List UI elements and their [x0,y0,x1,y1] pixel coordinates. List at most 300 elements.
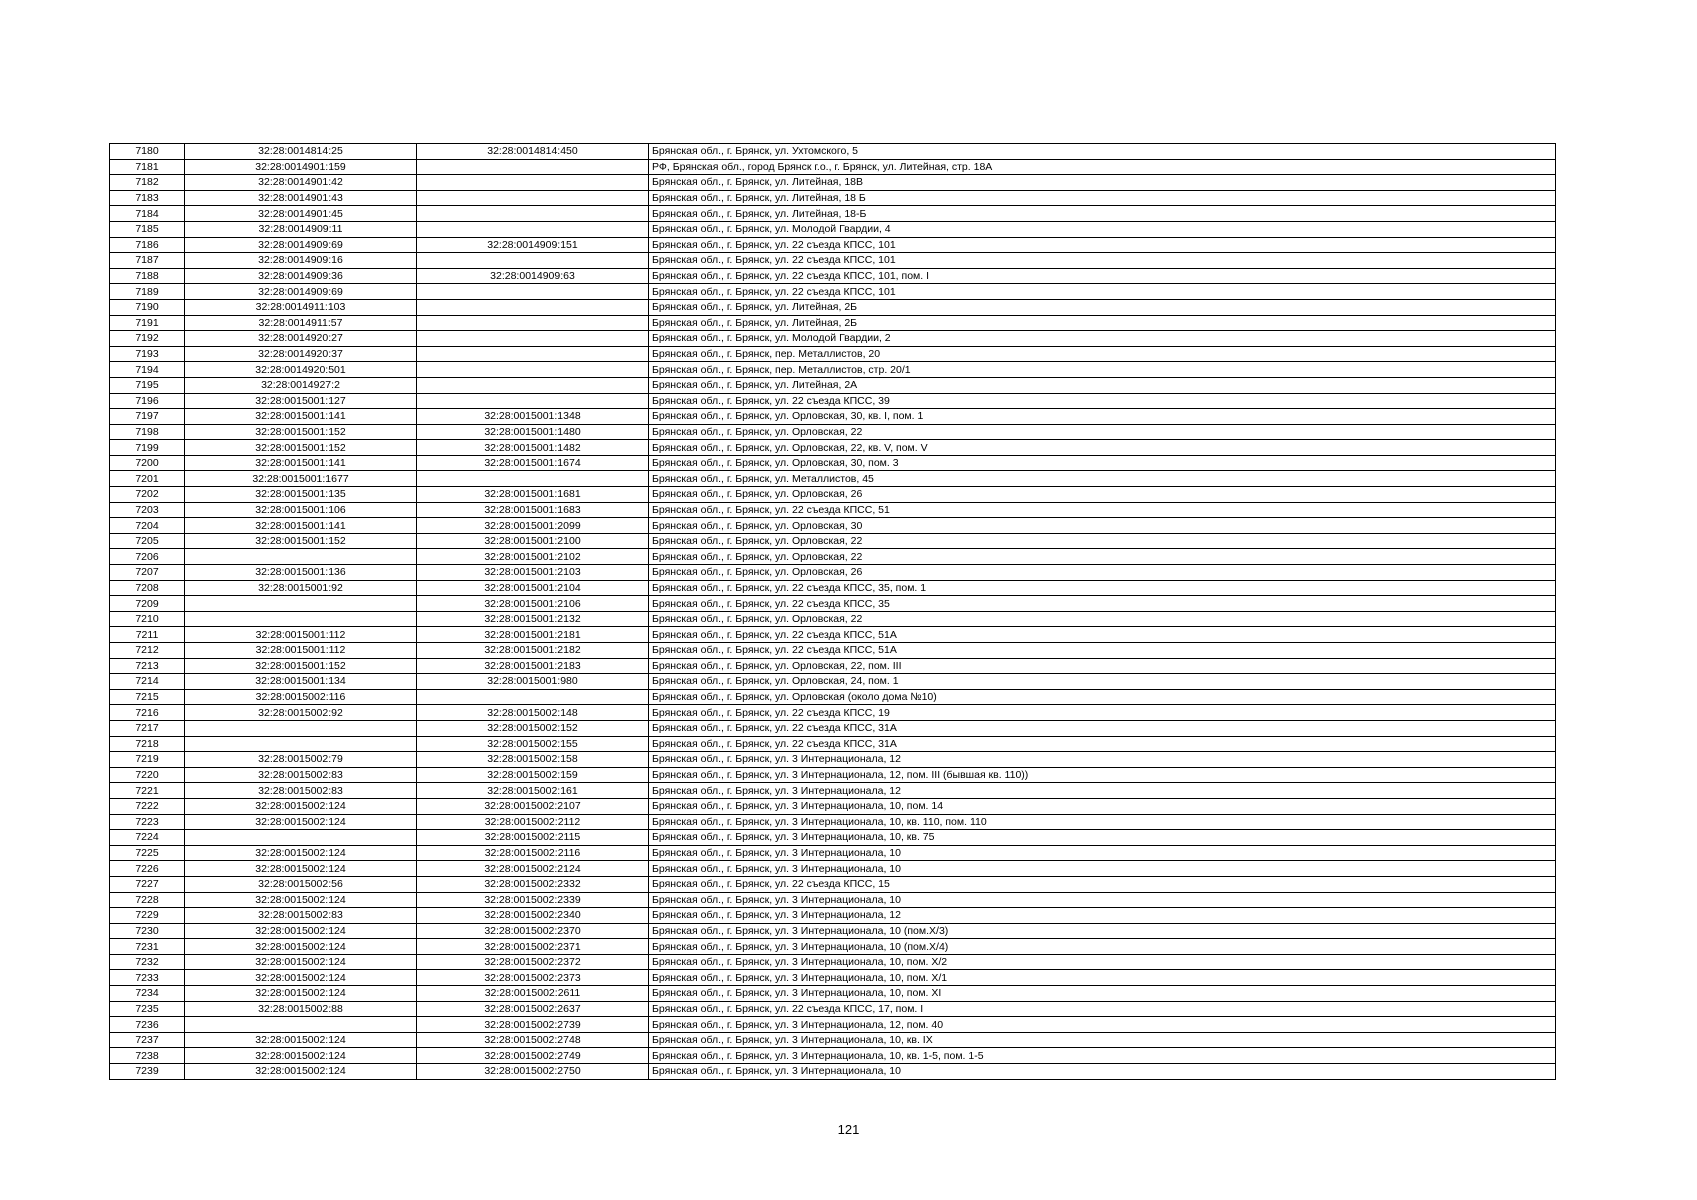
address-cell: Брянская обл., г. Брянск, ул. Литейная, 2А [649,377,1556,393]
address-cell: Брянская обл., г. Брянск, ул. Орловская, 26 [649,565,1556,581]
object-number-cell: 32:28:0015002:2373 [417,970,649,986]
parcel-number-cell: 32:28:0015002:124 [185,986,417,1002]
parcel-number-cell: 32:28:0014909:11 [185,221,417,237]
parcel-number-cell: 32:28:0015002:124 [185,939,417,955]
object-number-cell: 32:28:0015002:2115 [417,830,649,846]
row-number-cell: 7217 [110,720,185,736]
object-number-cell: 32:28:0015002:2749 [417,1048,649,1064]
parcel-number-cell: 32:28:0015002:116 [185,689,417,705]
row-number-cell: 7181 [110,159,185,175]
object-number-cell: 32:28:0015002:2637 [417,1001,649,1017]
table-row [110,549,1556,565]
table-row [110,190,1556,206]
address-cell: Брянская обл., г. Брянск, ул. Литейная, 18-Б [649,206,1556,222]
parcel-number-cell: 32:28:0015001:152 [185,533,417,549]
table-row [110,814,1556,830]
table-row [110,502,1556,518]
table-row [110,284,1556,300]
address-cell: Брянская обл., г. Брянск, ул. 3 Интернационала, 10, кв. IX [649,1032,1556,1048]
parcel-number-cell: 32:28:0015002:124 [185,1064,417,1080]
page-number: 121 [837,1122,860,1137]
table-row [110,159,1556,175]
object-number-cell: 32:28:0015002:152 [417,720,649,736]
object-number-cell: 32:28:0015001:2132 [417,611,649,627]
row-number-cell: 7231 [110,939,185,955]
table-row [110,346,1556,362]
parcel-number-cell: 32:28:0014901:42 [185,175,417,191]
table-row [110,1032,1556,1048]
row-number-cell: 7190 [110,299,185,315]
row-number-cell: 7239 [110,1064,185,1080]
row-number-cell: 7185 [110,221,185,237]
object-number-cell: 32:28:0015001:2181 [417,627,649,643]
parcel-number-cell: 32:28:0015002:124 [185,798,417,814]
address-cell: Брянская обл., г. Брянск, ул. Орловская, 30 [649,518,1556,534]
address-cell: Брянская обл., г. Брянск, ул. 22 съезда КПСС, 101 [649,253,1556,269]
address-cell: Брянская обл., г. Брянск, ул. 22 съезда КПСС, 35, пом. 1 [649,580,1556,596]
address-cell: Брянская обл., г. Брянск, ул. 3 Интернационала, 10, кв. 1-5, пом. 1-5 [649,1048,1556,1064]
object-number-cell [417,284,649,300]
address-cell: Брянская обл., г. Брянск, ул. 3 Интернационала, 12, пом. III (бывшая кв. 110)) [649,767,1556,783]
table-row [110,674,1556,690]
row-number-cell: 7187 [110,253,185,269]
table-row [110,315,1556,331]
address-cell: Брянская обл., г. Брянск, ул. 22 съезда КПСС, 51А [649,627,1556,643]
row-number-cell: 7219 [110,752,185,768]
parcel-number-cell: 32:28:0015001:141 [185,518,417,534]
table-row [110,362,1556,378]
object-number-cell: 32:28:0015001:1683 [417,502,649,518]
row-number-cell: 7189 [110,284,185,300]
parcel-number-cell: 32:28:0014927:2 [185,377,417,393]
parcel-number-cell: 32:28:0014909:16 [185,253,417,269]
row-number-cell: 7224 [110,830,185,846]
table-row [110,986,1556,1002]
parcel-number-cell [185,549,417,565]
object-number-cell [417,346,649,362]
address-cell: Брянская обл., г. Брянск, ул. 3 Интернационала, 10 (пом.Х/3) [649,923,1556,939]
row-number-cell: 7191 [110,315,185,331]
table-row [110,299,1556,315]
row-number-cell: 7230 [110,923,185,939]
row-number-cell: 7202 [110,487,185,503]
parcel-number-cell: 32:28:0015002:92 [185,705,417,721]
object-number-cell: 32:28:0015001:2183 [417,658,649,674]
parcel-number-cell: 32:28:0015001:112 [185,643,417,659]
address-cell: РФ, Брянская обл., город Брянск г.о., г. Брянск, ул. Литейная, стр. 18А [649,159,1556,175]
object-number-cell [417,159,649,175]
row-number-cell: 7210 [110,611,185,627]
table-row [110,440,1556,456]
address-cell: Брянская обл., г. Брянск, ул. Орловская, 30, пом. 3 [649,455,1556,471]
object-number-cell: 32:28:0015001:2103 [417,565,649,581]
object-number-cell [417,175,649,191]
parcel-number-cell: 32:28:0014909:69 [185,237,417,253]
object-number-cell: 32:28:0015002:2370 [417,923,649,939]
parcel-number-cell: 32:28:0014901:45 [185,206,417,222]
object-number-cell: 32:28:0014814:450 [417,144,649,160]
object-number-cell [417,221,649,237]
address-cell: Брянская обл., г. Брянск, ул. 3 Интернационала, 10 [649,1064,1556,1080]
row-number-cell: 7180 [110,144,185,160]
address-cell: Брянская обл., г. Брянск, ул. 3 Интернационала, 10 (пом.Х/4) [649,939,1556,955]
row-number-cell: 7206 [110,549,185,565]
table-row [110,455,1556,471]
object-number-cell: 32:28:0015002:2116 [417,845,649,861]
parcel-number-cell: 32:28:0014920:37 [185,346,417,362]
parcel-number-cell: 32:28:0014814:25 [185,144,417,160]
object-number-cell [417,689,649,705]
row-number-cell: 7207 [110,565,185,581]
object-number-cell: 32:28:0015002:2611 [417,986,649,1002]
object-number-cell: 32:28:0015002:2748 [417,1032,649,1048]
parcel-number-cell: 32:28:0015001:106 [185,502,417,518]
parcel-number-cell: 32:28:0015002:83 [185,767,417,783]
object-number-cell: 32:28:0015001:1681 [417,487,649,503]
address-cell: Брянская обл., г. Брянск, ул. 22 съезда КПСС, 15 [649,876,1556,892]
parcel-number-cell: 32:28:0015002:124 [185,954,417,970]
object-number-cell: 32:28:0015002:2372 [417,954,649,970]
parcel-number-cell: 32:28:0014909:69 [185,284,417,300]
row-number-cell: 7197 [110,409,185,425]
row-number-cell: 7203 [110,502,185,518]
address-cell: Брянская обл., г. Брянск, ул. 3 Интернационала, 10, кв. 110, пом. 110 [649,814,1556,830]
object-number-cell: 32:28:0015002:2739 [417,1017,649,1033]
address-cell: Брянская обл., г. Брянск, ул. 22 съезда КПСС, 101 [649,284,1556,300]
table-row [110,533,1556,549]
object-number-cell: 32:28:0015002:2332 [417,876,649,892]
address-cell: Брянская обл., г. Брянск, ул. 3 Интернационала, 10, пом. XI [649,986,1556,1002]
address-cell: Брянская обл., г. Брянск, ул. Литейная, 18 Б [649,190,1556,206]
parcel-number-cell: 32:28:0015001:135 [185,487,417,503]
table-row [110,627,1556,643]
table-row [110,720,1556,736]
parcel-number-cell: 32:28:0014911:103 [185,299,417,315]
row-number-cell: 7237 [110,1032,185,1048]
address-cell: Брянская обл., г. Брянск, ул. 22 съезда КПСС, 101 [649,237,1556,253]
row-number-cell: 7186 [110,237,185,253]
object-number-cell: 32:28:0015001:1482 [417,440,649,456]
parcel-number-cell: 32:28:0015001:92 [185,580,417,596]
row-number-cell: 7193 [110,346,185,362]
address-cell: Брянская обл., г. Брянск, ул. 3 Интернационала, 12 [649,783,1556,799]
address-cell: Брянская обл., г. Брянск, ул. 3 Интернационала, 12 [649,752,1556,768]
row-number-cell: 7221 [110,783,185,799]
parcel-number-cell: 32:28:0015001:112 [185,627,417,643]
address-cell: Брянская обл., г. Брянск, ул. Орловская, 22 [649,424,1556,440]
address-cell: Брянская обл., г. Брянск, ул. 22 съезда КПСС, 19 [649,705,1556,721]
address-cell: Брянская обл., г. Брянск, ул. Орловская, 22, кв. V, пом. V [649,440,1556,456]
table-row [110,393,1556,409]
object-number-cell [417,471,649,487]
parcel-number-cell: 32:28:0014920:27 [185,331,417,347]
object-number-cell: 32:28:0015002:2339 [417,892,649,908]
address-cell: Брянская обл., г. Брянск, ул. Молодой Гвардии, 4 [649,221,1556,237]
table-row [110,596,1556,612]
table-row [110,1064,1556,1080]
address-cell: Брянская обл., г. Брянск, ул. 22 съезда КПСС, 39 [649,393,1556,409]
object-number-cell: 32:28:0015002:2107 [417,798,649,814]
parcel-number-cell: 32:28:0015002:124 [185,814,417,830]
address-cell: Брянская обл., г. Брянск, ул. 22 съезда КПСС, 31А [649,720,1556,736]
registry-table [109,143,1556,1080]
address-cell: Брянская обл., г. Брянск, ул. 22 съезда КПСС, 51А [649,643,1556,659]
parcel-number-cell: 32:28:0015001:136 [185,565,417,581]
object-number-cell: 32:28:0015002:159 [417,767,649,783]
address-cell: Брянская обл., г. Брянск, ул. Орловская, 22 [649,611,1556,627]
object-number-cell [417,299,649,315]
object-number-cell [417,253,649,269]
parcel-number-cell [185,596,417,612]
row-number-cell: 7238 [110,1048,185,1064]
object-number-cell [417,190,649,206]
row-number-cell: 7201 [110,471,185,487]
address-cell: Брянская обл., г. Брянск, ул. 3 Интернационала, 10, пом. Х/1 [649,970,1556,986]
parcel-number-cell [185,611,417,627]
object-number-cell: 32:28:0015002:2112 [417,814,649,830]
parcel-number-cell: 32:28:0015002:83 [185,783,417,799]
parcel-number-cell: 32:28:0015001:127 [185,393,417,409]
object-number-cell: 32:28:0015002:158 [417,752,649,768]
table-row [110,611,1556,627]
parcel-number-cell: 32:28:0015002:124 [185,892,417,908]
table-row [110,206,1556,222]
row-number-cell: 7223 [110,814,185,830]
table-row [110,892,1556,908]
parcel-number-cell: 32:28:0015001:141 [185,409,417,425]
parcel-number-cell: 32:28:0015002:124 [185,1032,417,1048]
row-number-cell: 7209 [110,596,185,612]
address-cell: Брянская обл., г. Брянск, ул. Металлистов, 45 [649,471,1556,487]
table-row [110,1048,1556,1064]
address-cell: Брянская обл., г. Брянск, ул. Ухтомского, 5 [649,144,1556,160]
object-number-cell [417,377,649,393]
registry-table-body [110,144,1556,1080]
table-row [110,1001,1556,1017]
object-number-cell: 32:28:0015001:2106 [417,596,649,612]
address-cell: Брянская обл., г. Брянск, ул. 3 Интернационала, 10, пом. Х/2 [649,954,1556,970]
address-cell: Брянская обл., г. Брянск, ул. 3 Интернационала, 10, пом. 14 [649,798,1556,814]
row-number-cell: 7233 [110,970,185,986]
table-row [110,1017,1556,1033]
row-number-cell: 7215 [110,689,185,705]
table-row [110,876,1556,892]
parcel-number-cell: 32:28:0014909:36 [185,268,417,284]
object-number-cell: 32:28:0015001:2100 [417,533,649,549]
address-cell: Брянская обл., г. Брянск, пер. Металлистов, 20 [649,346,1556,362]
table-row [110,331,1556,347]
object-number-cell: 32:28:0015002:2750 [417,1064,649,1080]
table-row [110,705,1556,721]
parcel-number-cell: 32:28:0015002:124 [185,845,417,861]
row-number-cell: 7220 [110,767,185,783]
row-number-cell: 7214 [110,674,185,690]
address-cell: Брянская обл., г. Брянск, ул. 3 Интернационала, 10 [649,892,1556,908]
table-row [110,861,1556,877]
table-row [110,643,1556,659]
row-number-cell: 7198 [110,424,185,440]
row-number-cell: 7194 [110,362,185,378]
table-row [110,845,1556,861]
parcel-number-cell: 32:28:0015002:88 [185,1001,417,1017]
row-number-cell: 7234 [110,986,185,1002]
object-number-cell: 32:28:0014909:63 [417,268,649,284]
row-number-cell: 7205 [110,533,185,549]
table-row [110,970,1556,986]
table-row [110,736,1556,752]
row-number-cell: 7232 [110,954,185,970]
table-row [110,565,1556,581]
row-number-cell: 7226 [110,861,185,877]
row-number-cell: 7192 [110,331,185,347]
address-cell: Брянская обл., г. Брянск, ул. Литейная, 2Б [649,299,1556,315]
address-cell: Брянская обл., г. Брянск, ул. 22 съезда КПСС, 17, пом. I [649,1001,1556,1017]
row-number-cell: 7229 [110,908,185,924]
parcel-number-cell: 32:28:0015002:124 [185,923,417,939]
row-number-cell: 7228 [110,892,185,908]
address-cell: Брянская обл., г. Брянск, ул. 3 Интернационала, 10 [649,861,1556,877]
object-number-cell: 32:28:0015002:161 [417,783,649,799]
table-row [110,954,1556,970]
table-row [110,518,1556,534]
address-cell: Брянская обл., г. Брянск, ул. 3 Интернационала, 12, пом. 40 [649,1017,1556,1033]
parcel-number-cell: 32:28:0015002:124 [185,1048,417,1064]
address-cell: Брянская обл., г. Брянск, ул. 3 Интернационала, 12 [649,908,1556,924]
object-number-cell: 32:28:0014909:151 [417,237,649,253]
table-row [110,830,1556,846]
object-number-cell [417,393,649,409]
parcel-number-cell: 32:28:0015002:56 [185,876,417,892]
object-number-cell: 32:28:0015002:2124 [417,861,649,877]
parcel-number-cell: 32:28:0015001:141 [185,455,417,471]
object-number-cell [417,206,649,222]
row-number-cell: 7204 [110,518,185,534]
table-row [110,253,1556,269]
row-number-cell: 7212 [110,643,185,659]
row-number-cell: 7184 [110,206,185,222]
object-number-cell: 32:28:0015002:148 [417,705,649,721]
parcel-number-cell [185,720,417,736]
object-number-cell: 32:28:0015001:980 [417,674,649,690]
address-cell: Брянская обл., г. Брянск, ул. Орловская (около дома №10) [649,689,1556,705]
object-number-cell [417,315,649,331]
parcel-number-cell [185,1017,417,1033]
address-cell: Брянская обл., г. Брянск, ул. Литейная, 18В [649,175,1556,191]
object-number-cell: 32:28:0015001:2182 [417,643,649,659]
row-number-cell: 7225 [110,845,185,861]
row-number-cell: 7211 [110,627,185,643]
table-row [110,783,1556,799]
parcel-number-cell: 32:28:0015002:124 [185,970,417,986]
table-row [110,175,1556,191]
row-number-cell: 7182 [110,175,185,191]
address-cell: Брянская обл., г. Брянск, ул. Орловская, 30, кв. I, пом. 1 [649,409,1556,425]
row-number-cell: 7216 [110,705,185,721]
row-number-cell: 7195 [110,377,185,393]
object-number-cell: 32:28:0015002:2340 [417,908,649,924]
parcel-number-cell: 32:28:0015002:83 [185,908,417,924]
parcel-number-cell: 32:28:0014901:159 [185,159,417,175]
parcel-number-cell: 32:28:0015001:152 [185,658,417,674]
address-cell: Брянская обл., г. Брянск, ул. 3 Интернационала, 10 [649,845,1556,861]
table-row [110,798,1556,814]
row-number-cell: 7222 [110,798,185,814]
row-number-cell: 7236 [110,1017,185,1033]
object-number-cell [417,331,649,347]
table-row [110,487,1556,503]
object-number-cell: 32:28:0015001:2099 [417,518,649,534]
row-number-cell: 7218 [110,736,185,752]
table-row [110,752,1556,768]
table-row [110,237,1556,253]
parcel-number-cell [185,830,417,846]
parcel-number-cell: 32:28:0014911:57 [185,315,417,331]
row-number-cell: 7227 [110,876,185,892]
table-row [110,658,1556,674]
table-row [110,144,1556,160]
table-row [110,923,1556,939]
table-row [110,580,1556,596]
address-cell: Брянская обл., г. Брянск, пер. Металлистов, стр. 20/1 [649,362,1556,378]
row-number-cell: 7235 [110,1001,185,1017]
address-cell: Брянская обл., г. Брянск, ул. 22 съезда КПСС, 31А [649,736,1556,752]
table-row [110,377,1556,393]
table-row [110,689,1556,705]
address-cell: Брянская обл., г. Брянск, ул. Орловская, 24, пом. 1 [649,674,1556,690]
row-number-cell: 7200 [110,455,185,471]
table-row [110,908,1556,924]
row-number-cell: 7196 [110,393,185,409]
address-cell: Брянская обл., г. Брянск, ул. 3 Интернационала, 10, кв. 75 [649,830,1556,846]
address-cell: Брянская обл., г. Брянск, ул. 22 съезда КПСС, 101, пом. I [649,268,1556,284]
table-row [110,424,1556,440]
address-cell: Брянская обл., г. Брянск, ул. 22 съезда КПСС, 51 [649,502,1556,518]
parcel-number-cell [185,736,417,752]
parcel-number-cell: 32:28:0014920:501 [185,362,417,378]
table-row [110,268,1556,284]
object-number-cell: 32:28:0015001:2102 [417,549,649,565]
object-number-cell: 32:28:0015001:1674 [417,455,649,471]
address-cell: Брянская обл., г. Брянск, ул. Орловская, 22, пом. III [649,658,1556,674]
object-number-cell: 32:28:0015001:2104 [417,580,649,596]
object-number-cell: 32:28:0015001:1480 [417,424,649,440]
address-cell: Брянская обл., г. Брянск, ул. Орловская, 22 [649,549,1556,565]
row-number-cell: 7199 [110,440,185,456]
parcel-number-cell: 32:28:0015001:134 [185,674,417,690]
address-cell: Брянская обл., г. Брянск, ул. Литейная, 2Б [649,315,1556,331]
address-cell: Брянская обл., г. Брянск, ул. Орловская, 26 [649,487,1556,503]
row-number-cell: 7188 [110,268,185,284]
address-cell: Брянская обл., г. Брянск, ул. Орловская, 22 [649,533,1556,549]
row-number-cell: 7208 [110,580,185,596]
object-number-cell: 32:28:0015001:1348 [417,409,649,425]
address-cell: Брянская обл., г. Брянск, ул. Молодой Гвардии, 2 [649,331,1556,347]
parcel-number-cell: 32:28:0015001:152 [185,424,417,440]
parcel-number-cell: 32:28:0015002:79 [185,752,417,768]
object-number-cell: 32:28:0015002:155 [417,736,649,752]
object-number-cell [417,362,649,378]
parcel-number-cell: 32:28:0015002:124 [185,861,417,877]
parcel-number-cell: 32:28:0014901:43 [185,190,417,206]
row-number-cell: 7183 [110,190,185,206]
table-row [110,939,1556,955]
table-row [110,767,1556,783]
row-number-cell: 7213 [110,658,185,674]
table-row [110,409,1556,425]
parcel-number-cell: 32:28:0015001:152 [185,440,417,456]
object-number-cell: 32:28:0015002:2371 [417,939,649,955]
table-row [110,221,1556,237]
